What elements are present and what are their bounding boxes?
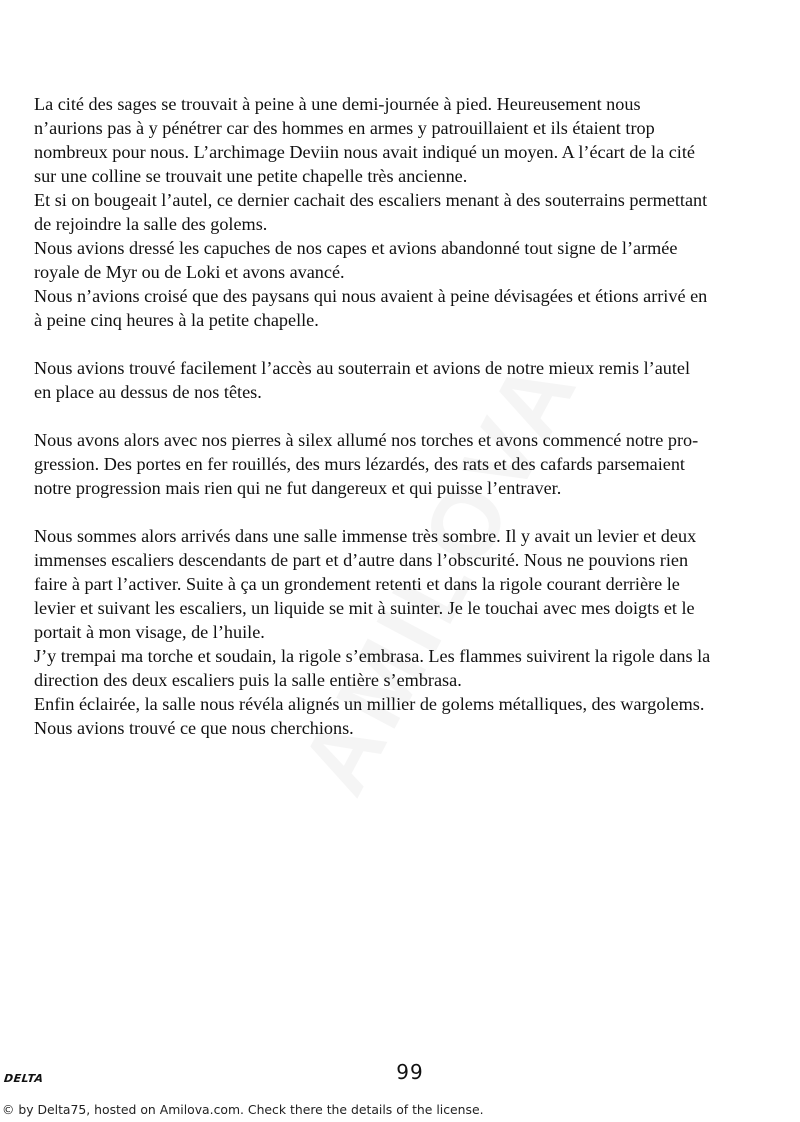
text-line: Nous sommes alors arrivés dans une salle immense très sombre. Il y avait un levier et deux	[34, 526, 697, 546]
text-line: Enfin éclairée, la salle nous révéla alignés un millier de golems métalliques, des wargolems.	[34, 694, 705, 714]
text-line: de rejoindre la salle des golems.	[34, 214, 268, 234]
text-line: Nous avons alors avec nos pierres à silex allumé nos torches et avons commencé notre pro-	[34, 430, 699, 450]
text-line: Nous avions dressé les capuches de nos capes et avions abandonné tout signe de l’armée	[34, 238, 678, 258]
text-line: portait à mon visage, de l’huile.	[34, 622, 265, 642]
paragraph-4	[34, 524, 782, 740]
paragraph-1	[34, 92, 782, 332]
page-number: 99	[396, 1060, 424, 1084]
text-line: notre progression mais rien qui ne fut dangereux et qui puisse l’entraver.	[34, 478, 562, 498]
author-logo: DELTA	[3, 1072, 45, 1085]
text-line: J’y trempai ma torche et soudain, la rigole s’embrasa. Les flammes suivirent la rigole dans la	[34, 646, 711, 666]
text-line: gression. Des portes en fer rouillés, des murs lézardés, des rats et des cafards parsemaient	[34, 454, 685, 474]
text-line: La cité des sages se trouvait à peine à une demi-journée à pied. Heureusement nous	[34, 94, 641, 114]
text-line: Nous avions trouvé ce que nous cherchions.	[34, 718, 354, 738]
text-line: sur une colline se trouvait une petite chapelle très ancienne.	[34, 166, 468, 186]
story-text	[34, 92, 782, 764]
text-line: immenses escaliers descendants de part et d’autre dans l’obscurité. Nous ne pouvions rien	[34, 550, 689, 570]
text-line: Et si on bougeait l’autel, ce dernier cachait des escaliers menant à des souterrains permettant	[34, 190, 708, 210]
text-line: levier et suivant les escaliers, un liquide se mit à suinter. Je le touchai avec mes doigts et le	[34, 598, 695, 618]
text-line: Nous avions trouvé facilement l’accès au souterrain et avions de notre mieux remis l’autel	[34, 358, 691, 378]
text-line: royale de Myr ou de Loki et avons avancé.	[34, 262, 345, 282]
text-line: faire à part l’activer. Suite à ça un grondement retenti et dans la rigole courant derrière le	[34, 574, 680, 594]
paragraph-2	[34, 356, 782, 404]
copyright-notice: © by Delta75, hosted on Amilova.com. Check there the details of the license.	[2, 1102, 484, 1117]
text-line: nombreux pour nous. L’archimage Deviin nous avait indiqué un moyen. A l’écart de la cité	[34, 142, 695, 162]
text-line: direction des deux escaliers puis la salle entière s’embrasa.	[34, 670, 462, 690]
text-line: n’aurions pas à y pénétrer car des hommes en armes y patrouillaient et ils étaient trop	[34, 118, 655, 138]
text-line: en place au dessus de nos têtes.	[34, 382, 262, 402]
text-line: à peine cinq heures à la petite chapelle.	[34, 310, 319, 330]
paragraph-3	[34, 428, 782, 500]
text-line: Nous n’avions croisé que des paysans qui nous avaient à peine dévisagées et étions arrivé en	[34, 286, 708, 306]
